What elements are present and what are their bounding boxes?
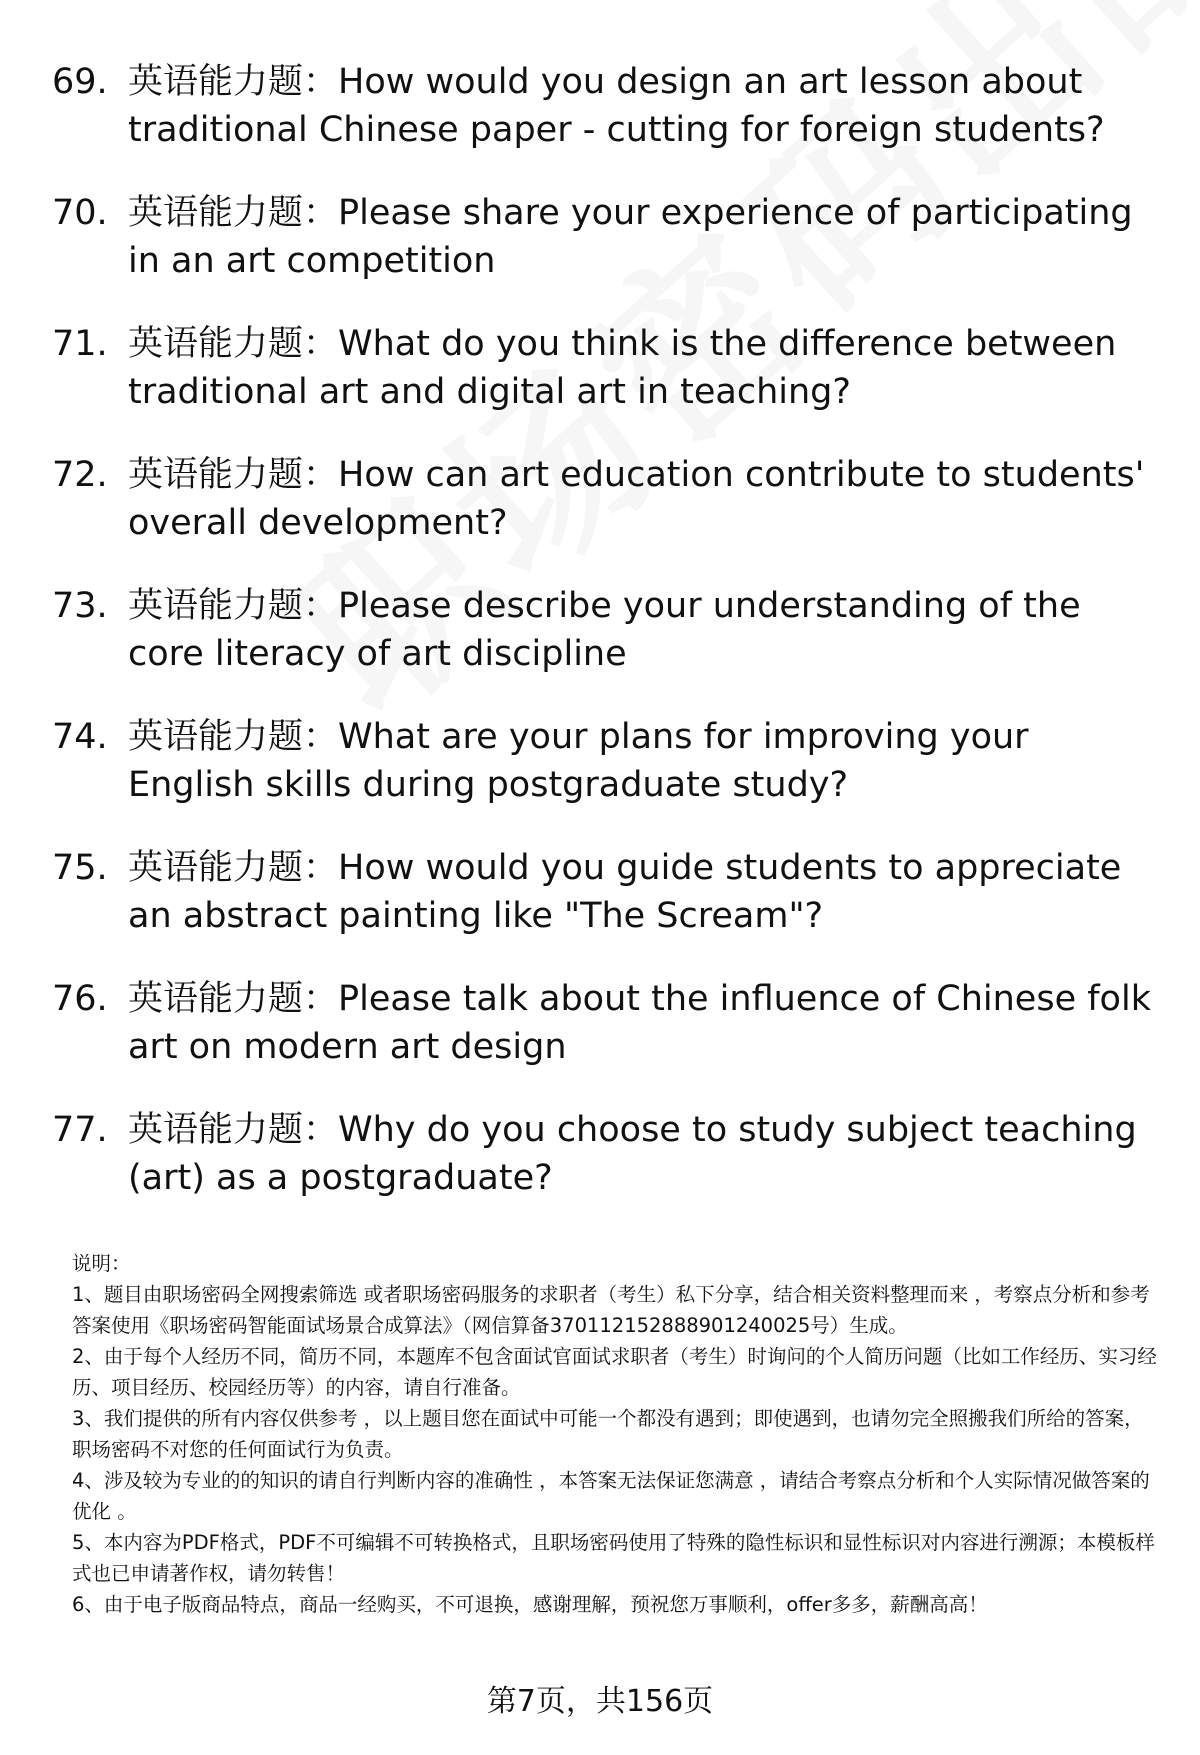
note-item: 4、涉及较为专业的的知识的请自行判断内容的准确性 ，本答案无法保证您满意 ，请结合考察点分析和个人实际情况做答案的优化 。 <box>72 1469 1150 1523</box>
question-item <box>52 582 1162 678</box>
question-text: 英语能力题：What are your plans for improving your English skills during postgraduate study? <box>128 717 1029 805</box>
notes-heading: 说明： <box>72 1252 131 1275</box>
question-item <box>52 320 1162 416</box>
question-item <box>52 975 1162 1071</box>
question-text: 英语能力题：What do you think is the difference between traditional art and digital art in teaching? <box>128 324 1117 412</box>
question-number: 73. <box>52 586 108 626</box>
question-number: 70. <box>52 193 108 233</box>
notes-section <box>72 1248 1158 1620</box>
note-item: 2、由于每个人经历不同，简历不同，本题库不包含面试官面试求职者（考生）时询问的个人简历问题（比如工作经历、实习经历、项目经历、校园经历等）的内容，请自行准备。 <box>72 1345 1157 1399</box>
question-number: 71. <box>52 324 108 364</box>
question-list <box>52 58 1162 1237</box>
question-text: 英语能力题：How can art education contribute to students' overall development? <box>128 455 1145 543</box>
note-item: 3、我们提供的所有内容仅供参考 ，以上题目您在面试中可能一个都没有遇到；即使遇到，也请勿完全照搬我们所给的答案，职场密码不对您的任何面试行为负责。 <box>72 1407 1144 1461</box>
question-item <box>52 451 1162 547</box>
question-number: 72. <box>52 455 108 495</box>
question-item <box>52 844 1162 940</box>
note-item: 6、由于电子版商品特点，商品一经购买，不可退换，感谢理解，预祝您万事顺利，offer多多，薪酬高高！ <box>72 1593 988 1616</box>
question-number: 74. <box>52 717 108 757</box>
question-item <box>52 58 1162 154</box>
question-item <box>52 189 1162 285</box>
question-number: 69. <box>52 62 108 102</box>
question-text: 英语能力题：How would you guide students to appreciate an abstract painting like "The Scream"? <box>128 848 1122 936</box>
note-item: 5、本内容为PDF格式，PDF不可编辑不可转换格式，且职场密码使用了特殊的隐性标识和显性标识对内容进行溯源；本模板样式也已申请著作权，请勿转售！ <box>72 1531 1155 1585</box>
question-text: 英语能力题：Please describe your understanding of the core literacy of art discipline <box>128 586 1081 674</box>
question-number: 76. <box>52 979 108 1019</box>
question-text: 英语能力题：Please talk about the influence of Chinese folk art on modern art design <box>128 979 1151 1067</box>
question-item <box>52 1106 1162 1202</box>
question-text: 英语能力题：Please share your experience of participating in an art competition <box>128 193 1133 281</box>
page-number: 第7页，共156页 <box>486 1684 714 1719</box>
question-number: 75. <box>52 848 108 888</box>
question-text: 英语能力题：Why do you choose to study subject teaching (art) as a postgraduate? <box>128 1110 1137 1198</box>
question-item <box>52 713 1162 809</box>
question-text: 英语能力题：How would you design an art lesson about traditional Chinese paper - cutting for foreign students? <box>128 62 1105 150</box>
note-item: 1、题目由职场密码全网搜索筛选 或者职场密码服务的求职者（考生）私下分享，结合相关资料整理而来 ，考察点分析和参考答案使用《职场密码智能面试场景合成算法》（网信算备370112152888901240025号）生成。 <box>72 1283 1150 1337</box>
question-number: 77. <box>52 1110 108 1150</box>
